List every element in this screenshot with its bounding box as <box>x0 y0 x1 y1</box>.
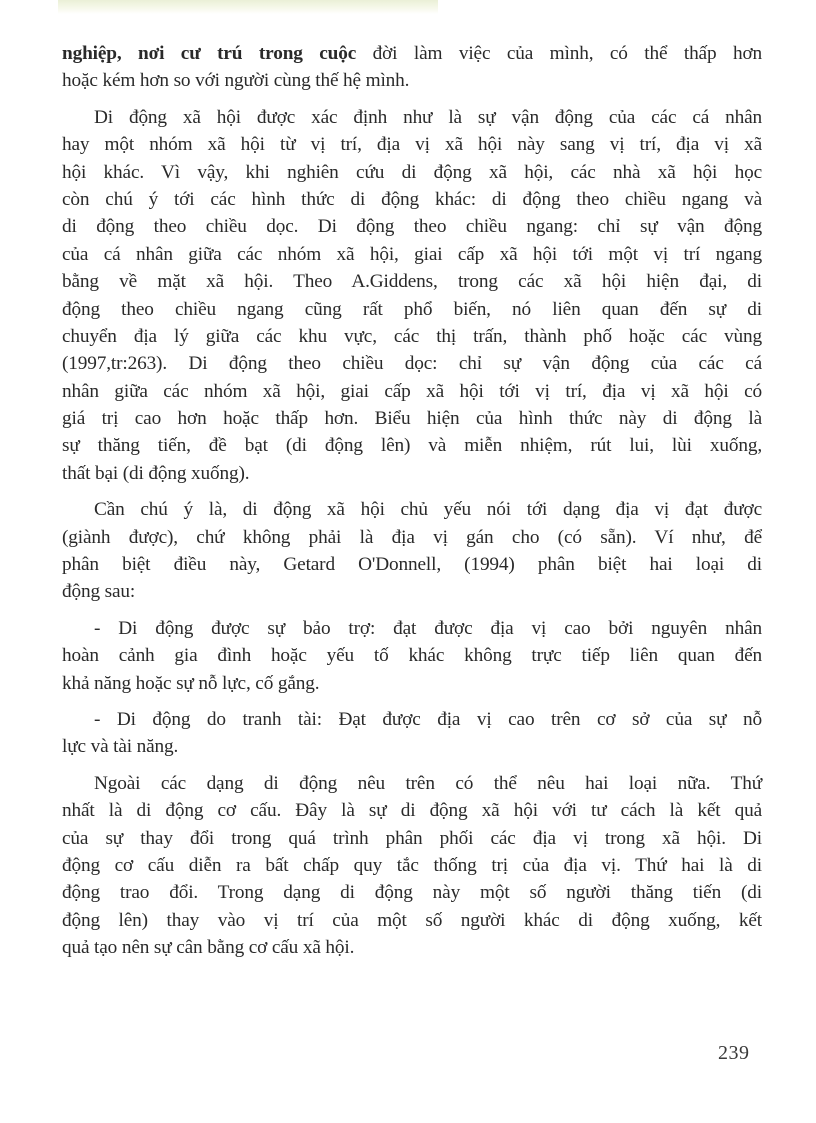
text-line: chuyển địa lý giữa các khu vực, các thị trấn, thành phố hoặc các vùng <box>62 325 762 347</box>
document-page <box>62 40 762 962</box>
text-line: (1997,tr:263). Di động theo chiều dọc: chỉ sự vận động của các cá <box>62 353 762 375</box>
text-line: động theo chiều ngang cũng rất phổ biến, nó liên quan đến sự di <box>62 298 762 320</box>
text-line: Ngoài các dạng di động nêu trên có thể nêu hai loại nữa. Thứ <box>94 772 762 794</box>
text-line: động trao đổi. Trong dạng di động này một số người thăng tiến (di <box>62 882 762 904</box>
text-line: sự thăng tiến, đề bạt (di động lên) và miễn nhiệm, rút lui, lùi xuống, <box>62 435 762 457</box>
text-line: hoặc kém hơn so với người cùng thế hệ mình. <box>62 70 410 92</box>
paragraph-contest-mobility <box>62 706 762 761</box>
text-line: Cần chú ý là, di động xã hội chủ yếu nói tới dạng địa vị đạt được <box>94 499 762 521</box>
text-line: nhất là di động cơ cấu. Đây là sự di động xã hội với tư cách là kết quả <box>62 800 762 822</box>
page-number: 239 <box>718 1042 750 1064</box>
paragraph-note <box>62 496 762 606</box>
text-line: nghiệp, nơi cư trú trong cuộc đời làm việc của mình, có thể thấp hơn <box>62 43 762 64</box>
text-line: của cá nhân giữa các nhóm xã hội, giai cấp xã hội tới một vị trí ngang <box>62 243 762 265</box>
paragraph-continuation <box>62 40 762 95</box>
text-line: hoàn cảnh gia đình hoặc yếu tố khác không trực tiếp liên quan đến <box>62 645 762 667</box>
paragraph-definition <box>62 104 762 487</box>
bold-lead-text: nghiệp, nơi cư trú trong cuộc <box>62 43 357 64</box>
text-line: (giành được), chứ không phải là địa vị gán cho (có sẵn). Ví như, để <box>62 526 762 548</box>
text-line: phân biệt điều này, Getard O'Donnell, (1994) phân biệt hai loại di <box>62 554 762 576</box>
paragraph-structural-mobility <box>62 770 762 962</box>
text-line: còn chú ý tới các hình thức di động khác: di động theo chiều ngang và <box>62 188 762 210</box>
text-line: hội khác. Vì vậy, khi nghiên cứu di động xã hội, các nhà xã hội học <box>62 161 762 183</box>
text-line: quả tạo nên sự cân bằng cơ cấu xã hội. <box>62 937 355 959</box>
text-line: hay một nhóm xã hội từ vị trí, địa vị xã hội này sang vị trí, địa vị xã <box>62 134 762 156</box>
scan-header-smudge <box>58 0 438 14</box>
text-line: động cơ cấu diễn ra bất chấp quy tắc thống trị của địa vị. Thứ hai là di <box>62 854 762 876</box>
text-line: nhân giữa các nhóm xã hội, giai cấp xã hội tới vị trí, địa vị xã hội có <box>62 380 762 402</box>
text-line: thất bại (di động xuống). <box>62 462 250 484</box>
text-line: giá trị cao hơn hoặc thấp hơn. Biểu hiện của hình thức này di động là <box>62 408 762 430</box>
text-line: bằng về mặt xã hội. Theo A.Giddens, trong các xã hội hiện đại, di <box>62 271 762 293</box>
text-line: - Di động do tranh tài: Đạt được địa vị cao trên cơ sở của sự nỗ <box>94 708 762 730</box>
text-line: - Di động được sự bảo trợ: đạt được địa vị cao bởi nguyên nhân <box>94 617 762 639</box>
text-line: di động theo chiều dọc. Di động theo chiều ngang: chỉ sự vận động <box>62 216 762 238</box>
text-line: khả năng hoặc sự nỗ lực, cố gắng. <box>62 672 320 694</box>
text-line: động lên) thay vào vị trí của một số người khác di động xuống, kết <box>62 909 762 931</box>
text-line: động sau: <box>62 581 136 603</box>
text-line: Di động xã hội được xác định như là sự vận động của các cá nhân <box>94 106 762 128</box>
text-line: lực và tài năng. <box>62 736 179 758</box>
text-line: của sự thay đổi trong quá trình phân phối các địa vị trong xã hội. Di <box>62 827 762 849</box>
paragraph-sponsored-mobility <box>62 615 762 697</box>
